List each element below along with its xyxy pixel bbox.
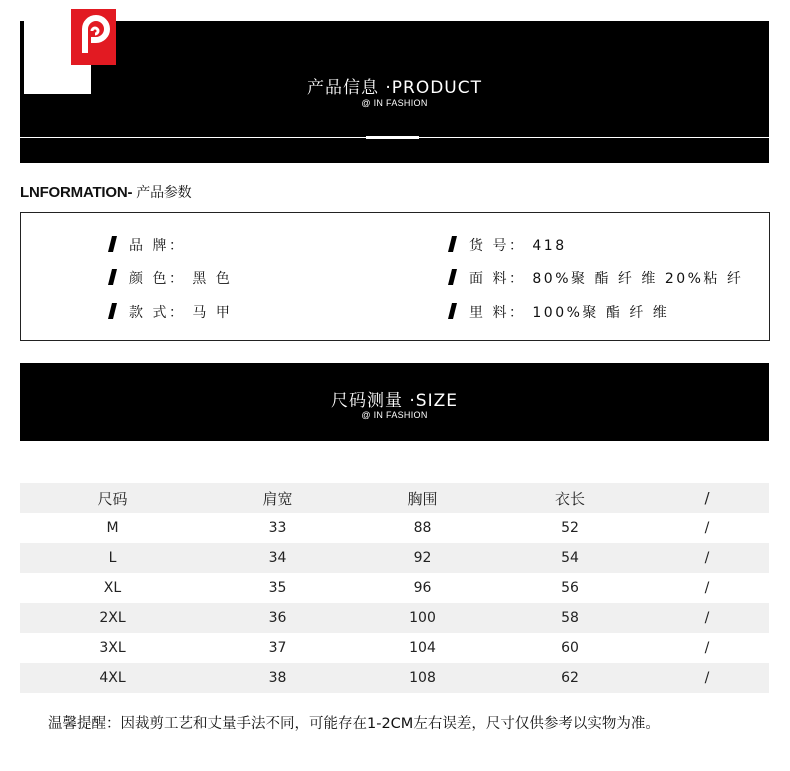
cell-extra: /: [704, 550, 710, 566]
size-table: [20, 483, 769, 693]
product-banner: [20, 21, 769, 163]
cell-shoulder: 36: [268, 610, 287, 626]
banner-divider-accent: [366, 136, 419, 139]
cell-size: XL: [103, 580, 122, 596]
header-size: 尺码: [97, 489, 128, 508]
cell-chest: 108: [409, 670, 436, 686]
size-banner-title: 尺码测量 ·SIZE: [331, 391, 458, 411]
cell-shoulder: 33: [268, 520, 287, 536]
bullet-bar-icon: [448, 269, 457, 285]
table-row: [20, 513, 769, 543]
cell-extra: /: [704, 580, 710, 596]
product-banner-subtitle: @ IN FASHION: [361, 98, 428, 108]
info-brand-text: 品 牌：: [129, 238, 186, 254]
header-chest: 胸围: [407, 489, 438, 508]
cell-size: 2XL: [99, 610, 126, 626]
header-extra: /: [704, 489, 710, 507]
bullet-bar-icon: [108, 236, 117, 252]
bullet-bar-icon: [448, 236, 457, 252]
table-row: [20, 603, 769, 633]
bullet-bar-icon: [108, 303, 117, 319]
brand-logo: [71, 9, 116, 65]
info-lining-text: 里 料： 100%聚 酯 纤 维: [469, 305, 670, 321]
info-item-no: [469, 235, 567, 255]
measurement-note: 温馨提醒：因裁剪工艺和丈量手法不同，可能存在1-2CM左右误差，尺寸仅供参考以实物为准。: [48, 716, 660, 732]
cell-chest: 104: [409, 640, 436, 656]
cell-extra: /: [704, 640, 710, 656]
info-style-text: 款 式： 马 甲: [129, 305, 233, 321]
cell-length: 54: [561, 550, 579, 566]
cell-shoulder: 35: [268, 580, 287, 596]
table-row: [20, 543, 769, 573]
cell-size: 3XL: [99, 640, 126, 656]
cell-length: 52: [561, 520, 579, 536]
table-row: [20, 633, 769, 663]
cell-size: M: [106, 520, 119, 536]
info-fabric: [469, 268, 743, 288]
cell-size: L: [108, 550, 117, 566]
cell-chest: 100: [409, 610, 436, 626]
info-fabric-text: 面 料： 80%聚 酯 纤 维 20%粘 纤: [469, 271, 744, 287]
info-item-no-text: 货 号： 418: [469, 238, 567, 254]
information-heading: [20, 182, 191, 202]
product-banner-title: 产品信息 ·PRODUCT: [306, 78, 483, 98]
cell-extra: /: [704, 670, 710, 686]
bullet-bar-icon: [108, 269, 117, 285]
cell-extra: /: [704, 520, 710, 536]
info-style: [129, 302, 232, 322]
cell-chest: 96: [413, 580, 432, 596]
info-color-text: 颜 色： 黑 色: [129, 271, 233, 287]
table-row: [20, 663, 769, 693]
cell-length: 60: [561, 640, 579, 656]
cell-shoulder: 34: [268, 550, 287, 566]
cell-length: 56: [561, 580, 579, 596]
table-row: [20, 573, 769, 603]
header-length: 衣长: [554, 489, 585, 508]
info-lining: [469, 302, 669, 322]
cell-chest: 88: [413, 520, 432, 536]
information-heading-cn: 产品参数: [136, 185, 192, 201]
cell-length: 58: [561, 610, 579, 626]
cell-shoulder: 38: [268, 670, 287, 686]
product-info-box: [20, 212, 770, 341]
size-banner-subtitle: @ IN FASHION: [361, 410, 428, 420]
cell-extra: /: [704, 610, 710, 626]
cell-length: 62: [561, 670, 579, 686]
information-heading-en: LNFORMATION-: [20, 184, 133, 201]
bullet-bar-icon: [448, 303, 457, 319]
header-shoulder: 肩宽: [262, 489, 293, 508]
table-header-row: [20, 483, 769, 513]
info-color: [129, 268, 232, 288]
cell-chest: 92: [413, 550, 432, 566]
info-brand: [129, 235, 185, 255]
size-banner: [20, 363, 769, 441]
cell-shoulder: 37: [268, 640, 287, 656]
cell-size: 4XL: [99, 670, 126, 686]
